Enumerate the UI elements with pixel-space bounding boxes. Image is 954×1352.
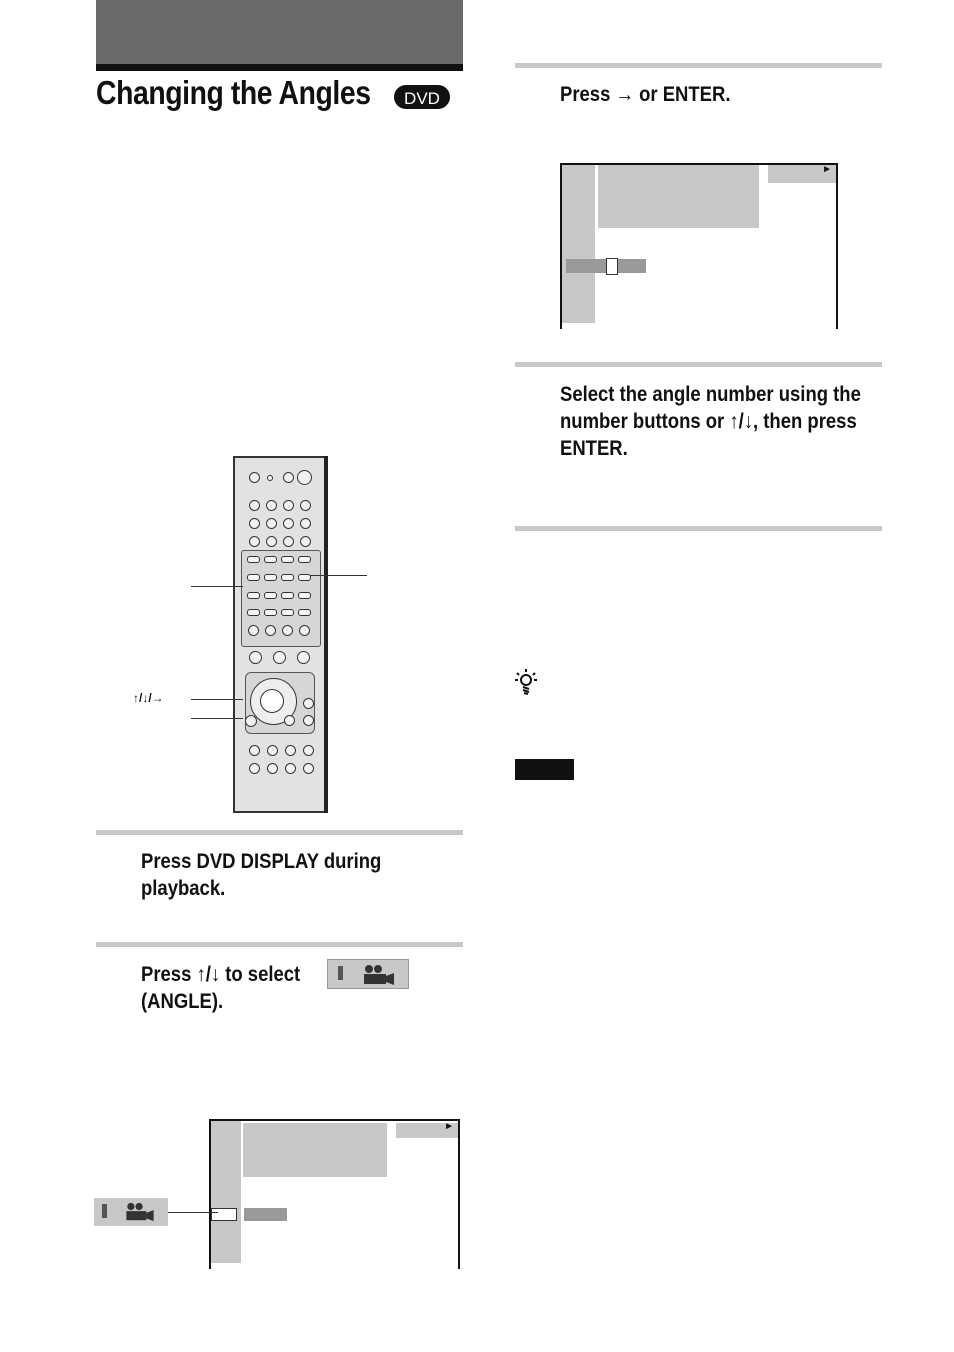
remote-button — [281, 556, 294, 563]
remote-control — [233, 456, 326, 813]
remote-button — [303, 698, 314, 709]
remote-button — [283, 472, 294, 483]
play-button — [249, 651, 262, 664]
step-rule — [96, 830, 463, 835]
step-rule — [96, 942, 463, 947]
remote-button — [265, 625, 276, 636]
leader-line — [168, 1212, 218, 1213]
remote-button — [249, 763, 260, 774]
angle-cursor — [211, 1208, 237, 1221]
leader-line — [191, 586, 243, 587]
osd-info-panel — [598, 165, 759, 228]
lightbulb-icon — [514, 668, 538, 696]
step-rule — [515, 362, 882, 367]
remote-button — [247, 574, 260, 581]
remote-button — [266, 518, 277, 529]
leader-line — [191, 699, 243, 700]
remote-button — [264, 556, 277, 563]
dvd-badge: DVD — [394, 85, 450, 109]
angle-mark — [338, 966, 343, 980]
angle-icon-callout — [94, 1198, 168, 1226]
osd-sidebar — [562, 165, 595, 323]
remote-button — [283, 536, 294, 547]
remote-button — [285, 763, 296, 774]
remote-button — [249, 536, 260, 547]
remote-button — [248, 625, 259, 636]
remote-button — [303, 745, 314, 756]
remote-button — [303, 715, 314, 726]
remote-button — [247, 609, 260, 616]
camera-icon — [362, 964, 396, 986]
step-2-text: Press ↑/↓ to select — [141, 963, 301, 986]
remote-button — [267, 763, 278, 774]
remote-button — [303, 763, 314, 774]
osd-screen — [560, 163, 838, 329]
step-rule — [515, 63, 882, 68]
remote-button — [281, 592, 294, 599]
remote-button — [247, 592, 260, 599]
play-marker: ► — [444, 1121, 454, 1132]
step-3-text: Press → or ENTER. — [560, 83, 731, 106]
osd-info-panel — [243, 1123, 387, 1177]
remote-button — [298, 609, 311, 616]
remote-button — [264, 609, 277, 616]
step-4-text: Select the angle number using the number buttons or ↑/↓, then press ENTER. — [560, 383, 861, 460]
stop-button — [297, 651, 310, 664]
leader-line — [310, 575, 367, 576]
remote-button — [300, 518, 311, 529]
step-2-angle-label: (ANGLE). — [141, 990, 224, 1013]
play-marker: ► — [822, 164, 832, 175]
pause-button — [273, 651, 286, 664]
angle-number-field — [606, 258, 618, 275]
step-1-text: Press DVD DISPLAY during playback. — [141, 850, 382, 900]
remote-button — [298, 556, 311, 563]
remote-button — [281, 609, 294, 616]
osd-screen — [209, 1119, 460, 1269]
arrow-keys-label: ↑/↓/→ — [133, 691, 164, 705]
angle-mark — [102, 1204, 107, 1218]
header-band — [96, 0, 463, 64]
remote-button — [249, 518, 260, 529]
angle-value-field — [244, 1208, 287, 1221]
remote-button — [264, 574, 277, 581]
remote-button — [283, 500, 294, 511]
remote-button — [266, 500, 277, 511]
enter-button — [260, 689, 284, 713]
remote-button — [249, 472, 260, 483]
remote-button — [267, 745, 278, 756]
page-title: Changing the Angles — [96, 74, 371, 111]
osd-status-bar — [396, 1123, 458, 1138]
section-rule — [515, 526, 882, 531]
remote-button — [264, 592, 277, 599]
remote-button — [281, 574, 294, 581]
osd-status-bar — [768, 165, 836, 183]
remote-button — [298, 592, 311, 599]
remote-button — [299, 625, 310, 636]
remote-button — [245, 715, 257, 727]
notes-label-box — [515, 759, 574, 780]
remote-button — [297, 470, 312, 485]
leader-line — [191, 718, 243, 719]
remote-button — [267, 475, 273, 481]
remote-button — [249, 500, 260, 511]
remote-button — [282, 625, 293, 636]
remote-button — [249, 745, 260, 756]
osd-sidebar — [211, 1121, 241, 1263]
remote-edge — [324, 456, 328, 813]
remote-button — [284, 715, 295, 726]
remote-button — [300, 536, 311, 547]
remote-button — [285, 745, 296, 756]
remote-button — [247, 556, 260, 563]
remote-button — [283, 518, 294, 529]
header-rule — [96, 64, 463, 71]
remote-button — [300, 500, 311, 511]
remote-button — [266, 536, 277, 547]
camera-icon — [124, 1202, 156, 1222]
angle-icon-box — [327, 959, 409, 989]
